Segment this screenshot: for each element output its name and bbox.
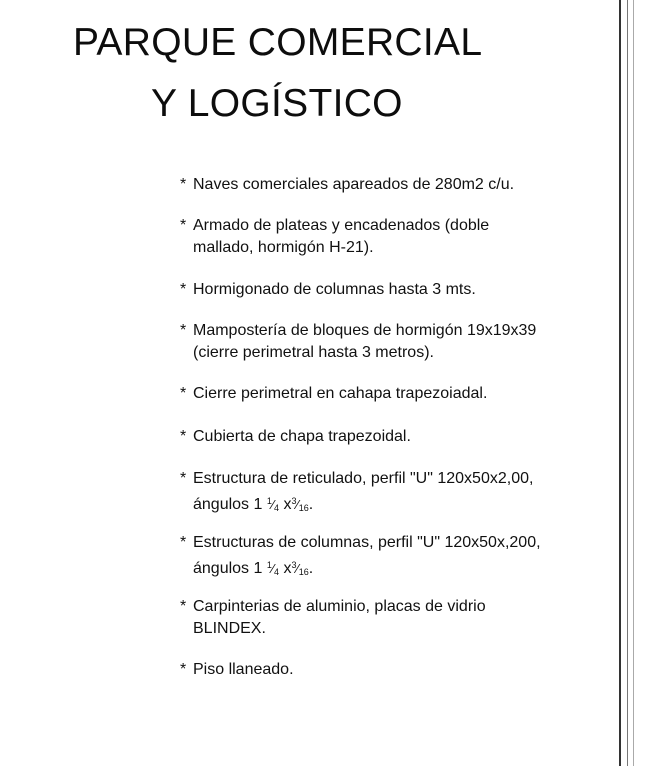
bullet-star: * bbox=[180, 176, 187, 193]
page-edge-line bbox=[627, 0, 628, 766]
bullet-star: * bbox=[180, 385, 187, 402]
bullet-star: * bbox=[180, 428, 187, 445]
list-item bbox=[180, 320, 536, 364]
fraction-one-quarter: $^1⁄_4$ bbox=[266, 496, 280, 513]
bullet-star: * bbox=[180, 281, 187, 298]
bullet-star: * bbox=[180, 534, 187, 551]
title-line-2: Y LOGÍSTICO bbox=[151, 82, 403, 125]
item-text: Carpinterias de aluminio, placas de vidrio bbox=[193, 598, 486, 615]
item-text-continued: ángulos 1 $^1⁄_4$ $x^3⁄_{16}$. bbox=[193, 496, 314, 513]
list-item bbox=[180, 468, 533, 519]
list-item bbox=[180, 532, 541, 583]
list-item bbox=[180, 174, 514, 196]
fraction-one-quarter: $^1⁄_4$ bbox=[266, 560, 280, 577]
fraction-three-sixteenths: $^3⁄_{16}$ bbox=[291, 560, 309, 577]
list-item bbox=[180, 383, 487, 405]
item-text-continued: BLINDEX. bbox=[193, 620, 266, 637]
title-line-1: PARQUE COMERCIAL bbox=[73, 21, 483, 64]
bullet-star: * bbox=[180, 217, 187, 234]
list-item bbox=[180, 215, 489, 259]
item-text: Hormigonado de columnas hasta 3 mts. bbox=[193, 281, 476, 298]
item-text: Cubierta de chapa trapezoidal. bbox=[193, 428, 411, 445]
item-text: Cierre perimetral en cahapa trapezoiadal. bbox=[193, 385, 488, 402]
list-item bbox=[180, 659, 294, 681]
page-edge-line bbox=[619, 0, 621, 766]
item-text: Mampostería de bloques de hormigón 19x19x39 bbox=[193, 322, 537, 339]
item-text: Estructuras de columnas, perfil "U" 120x50x,200, bbox=[193, 534, 541, 551]
item-text: Estructura de reticulado, perfil "U" 120x50x2,00, bbox=[193, 470, 534, 487]
fraction-three-sixteenths: $^3⁄_{16}$ bbox=[291, 496, 309, 513]
item-text-continued: ángulos 1 $^1⁄_4$ $x^3⁄_{16}$. bbox=[193, 560, 314, 577]
list-item bbox=[180, 279, 476, 301]
bullet-star: * bbox=[180, 322, 187, 339]
bullet-star: * bbox=[180, 598, 187, 615]
list-item bbox=[180, 596, 486, 640]
item-text: Piso llaneado. bbox=[193, 661, 294, 678]
bullet-star: * bbox=[180, 661, 187, 678]
item-text: Armado de plateas y encadenados (doble bbox=[193, 217, 490, 234]
item-text: Naves comerciales apareados de 280m2 c/u. bbox=[193, 176, 515, 193]
item-text-continued: mallado, hormigón H-21). bbox=[193, 239, 374, 256]
item-text-continued: (cierre perimetral hasta 3 metros). bbox=[193, 344, 434, 361]
bullet-star: * bbox=[180, 470, 187, 487]
page-edge-line bbox=[633, 0, 634, 766]
list-item bbox=[180, 426, 411, 448]
